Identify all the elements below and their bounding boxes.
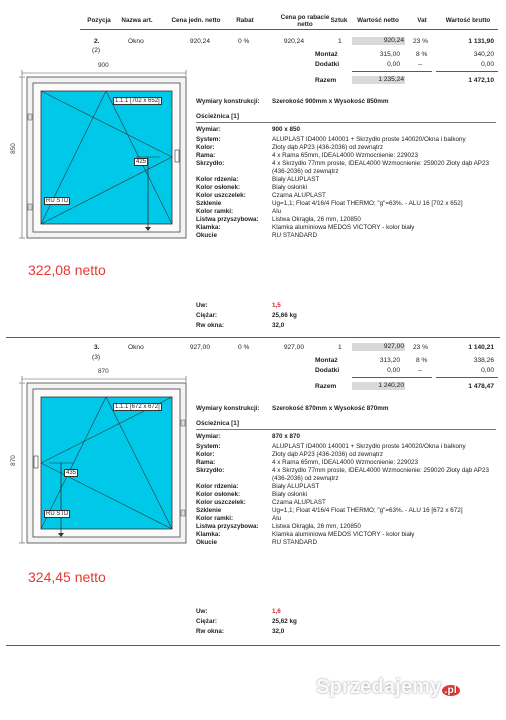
item-discounted-price: 927,00 — [283, 344, 304, 351]
dimensions-label: Wymiary konstrukcji: — [196, 98, 260, 105]
spec-label: Okucie — [196, 539, 217, 546]
spec-value: Biały osłonki — [272, 491, 307, 498]
weight-value: 25,66 kg — [272, 312, 297, 319]
item-unit-price: 927,00 — [189, 344, 210, 351]
uw-label: Uw: — [196, 608, 208, 615]
spec-label: Okucie — [196, 232, 217, 239]
spec-list — [196, 433, 496, 547]
width-dimension: 900 — [98, 62, 109, 69]
dodatki-net: 0,00 — [387, 61, 400, 68]
col-header-cena-jedn: Cena jedn. netto — [171, 17, 221, 24]
dodatki-gross: 0,00 — [481, 61, 494, 68]
dodatki-vat: -- — [418, 367, 423, 374]
subtotal-divider-left — [352, 377, 432, 378]
spec-row — [196, 531, 496, 539]
item-separator — [6, 645, 500, 646]
razem-label: Razem — [315, 77, 337, 84]
spec-label: Kolor ramki: — [196, 208, 234, 215]
item-net-value: 927,00 — [352, 343, 405, 351]
width-dimension: 870 — [98, 368, 109, 375]
montaz-net: 315,00 — [379, 51, 400, 58]
spec-value: Alu — [272, 515, 282, 522]
razem-gross: 1 478,47 — [468, 383, 494, 390]
montaz-label: Montaż — [315, 51, 338, 58]
section-title: Ościeżnica [1] — [196, 113, 239, 120]
height-dimension: 850 — [9, 143, 17, 154]
spec-value: ALUPLAST ID4000 140001 + Skrzydło proste 140020/Okna i balkony — [272, 443, 466, 450]
spec-row — [196, 499, 496, 507]
spec-value: 4 x Rama 65mm, IDEAL4000 Wzmocnienie: 229023 — [272, 152, 418, 159]
item-name: Okno — [128, 38, 144, 45]
uw-label: Uw: — [196, 302, 208, 309]
spec-label: Kolor osłonek: — [196, 491, 241, 498]
col-header-nazwa: Nazwa art. — [121, 17, 153, 24]
spec-value: RU STANDARD — [272, 232, 318, 239]
spec-label: Kolor: — [196, 144, 215, 151]
spec-value: Złoty dąb AP23 (436-2036) od zewnątrz — [272, 144, 383, 151]
spec-row — [196, 491, 496, 499]
weight-label: Ciężar: — [196, 618, 217, 625]
spec-label: Kolor ramki: — [196, 515, 234, 522]
col-header-wartosc-brutto: Wartość brutto — [445, 17, 491, 24]
item-vat: 23 % — [413, 38, 429, 45]
col-header-rabat: Rabat — [236, 17, 254, 24]
dodatki-net: 0,00 — [387, 367, 400, 374]
fitting-label: RU STD — [46, 198, 69, 204]
height-dimension: 870 — [9, 455, 17, 466]
spec-label: Skrzydło: — [196, 160, 225, 167]
spec-label: Rama: — [196, 152, 216, 159]
item-discounted-price: 920,24 — [283, 38, 304, 45]
rw-value: 32,0 — [272, 628, 285, 635]
rw-value: 32,0 — [272, 322, 285, 329]
spec-label: Kolor uszczelek: — [196, 192, 246, 199]
spec-row — [196, 483, 496, 491]
spec-label: Kolor uszczelek: — [196, 499, 246, 506]
glass-label: 1.1.1 [672 x 672] — [115, 404, 160, 410]
spec-row — [196, 443, 496, 451]
item-name: Okno — [128, 344, 144, 351]
col-header-wartosc-netto: Wartość netto — [357, 17, 399, 24]
spec-label: Skrzydło: — [196, 467, 225, 474]
spec-row — [196, 507, 496, 515]
spec-value: Czarna ALUPLAST — [272, 192, 326, 199]
item-discount: 0 % — [238, 344, 250, 351]
spec-row — [196, 539, 496, 547]
dimensions-value: Szerokość 900mm x Wysokość 850mm — [272, 98, 389, 105]
spec-value: Klamka aluminiowa MEDOS VICTORY - kolor biały — [272, 531, 415, 538]
handle-height-label: 435 — [66, 470, 77, 476]
razem-gross: 1 472,10 — [468, 77, 494, 84]
spec-value: 4 x Rama 65mm, IDEAL4000 Wzmocnienie: 229023 — [272, 459, 418, 466]
watermark — [316, 676, 460, 699]
spec-row — [196, 433, 496, 441]
col-header-sztuk: Sztuk — [330, 17, 348, 24]
spec-value: Listwa Okrągła, 26 mm, 120850 — [272, 523, 361, 530]
spec-label: Kolor: — [196, 451, 215, 458]
spec-value: Biały ALUPLAST — [272, 176, 320, 183]
spec-label: Wymiar: — [196, 126, 221, 133]
handle-height-label: 425 — [136, 159, 147, 165]
spec-label: Listwa przyszybowa: — [196, 216, 259, 223]
spec-value: Biały osłonki — [272, 184, 307, 191]
spec-label: Szklenie — [196, 200, 222, 207]
item-position-sub: (3) — [92, 354, 101, 361]
dodatki-vat: -- — [418, 61, 423, 68]
item-position: 3. — [94, 344, 100, 351]
col-header-pozycja: Pozycja — [87, 17, 111, 24]
spec-label: System: — [196, 136, 221, 143]
spec-label: Kolor osłonek: — [196, 184, 241, 191]
item-gross-value: 1 140,21 — [468, 344, 494, 351]
section-divider — [196, 429, 496, 430]
uw-value: 1,5 — [272, 302, 281, 309]
spec-label: Kolor rdzenia: — [196, 483, 239, 490]
spec-row — [196, 515, 496, 523]
item-discount: 0 % — [238, 38, 250, 45]
col-header-cena-po-rabacie: Cena po rabacie netto — [280, 14, 330, 28]
spec-value: RU STANDARD — [272, 539, 318, 546]
spec-label: Wymiar: — [196, 433, 221, 440]
spec-value: Klamka aluminiowa MEDOS VICTORY - kolor biały — [272, 224, 415, 231]
spec-value: 900 x 850 — [272, 126, 301, 133]
montaz-vat: 8 % — [416, 357, 428, 364]
spec-label: Rama: — [196, 459, 216, 466]
watermark-text: Sprzedajemy — [316, 676, 442, 698]
uw-value: 1,6 — [272, 608, 281, 615]
spec-value: Listwa Okrągła, 26 mm, 120850 — [272, 216, 361, 223]
glass-label: 1.1.1 [702 x 652] — [115, 98, 160, 104]
spec-label: Klamka: — [196, 531, 221, 538]
razem-net: 1 235,24 — [352, 76, 405, 84]
razem-label: Razem — [315, 383, 337, 390]
dimensions-label: Wymiary konstrukcji: — [196, 405, 260, 412]
handwritten-netto-note: 324,45 netto — [28, 569, 106, 585]
dodatki-label: Dodatki — [315, 61, 340, 68]
item-position-sub: (2) — [92, 47, 101, 54]
spec-label: System: — [196, 443, 221, 450]
dimensions-value: Szerokość 870mm x Wysokość 870mm — [272, 405, 389, 412]
item-unit-price: 920,24 — [189, 38, 210, 45]
item-quantity: 1 — [338, 344, 342, 351]
spec-label: Kolor rdzenia: — [196, 176, 239, 183]
dodatki-gross: 0,00 — [481, 367, 494, 374]
spec-value: 870 x 870 — [272, 433, 301, 440]
dodatki-label: Dodatki — [315, 367, 340, 374]
spec-value: Ug=1,1; Float 4/16/4 Float THERMO; "g"=63%. - ALU 16 [702 x 652] — [272, 200, 463, 207]
spec-row — [196, 451, 496, 459]
montaz-label: Montaż — [315, 357, 338, 364]
item-quantity: 1 — [338, 38, 342, 45]
weight-label: Ciężar: — [196, 312, 217, 319]
montaz-net: 313,20 — [379, 357, 400, 364]
window-drawing — [14, 376, 194, 548]
montaz-gross: 338,26 — [473, 357, 494, 364]
item-position: 2. — [94, 38, 100, 45]
col-header-vat: Vat — [417, 17, 427, 24]
spec-value: 4 x Skrzydło 77mm proste, IDEAL4000 Wzmocnienie: 259020 Złoty dąb AP23 (436-2036) od zewnątrz — [272, 160, 490, 175]
item-gross-value: 1 131,90 — [468, 38, 494, 45]
watermark-suffix: .pl — [442, 685, 460, 696]
spec-label: Klamka: — [196, 224, 221, 231]
razem-net: 1 240,20 — [352, 382, 405, 390]
spec-value: Złoty dąb AP23 (436-2036) od zewnątrz — [272, 451, 383, 458]
spec-value: Ug=1,1; Float 4/16/4 Float THERMO; "g"=63%. - ALU 16 [672 x 672] — [272, 507, 463, 514]
item-vat: 23 % — [413, 344, 429, 351]
montaz-vat: 8 % — [416, 51, 428, 58]
spec-label: Szklenie — [196, 507, 222, 514]
spec-row — [196, 459, 496, 467]
item-net-value: 920,24 — [352, 37, 405, 45]
spec-value: 4 x Skrzydło 77mm proste, IDEAL4000 Wzmocnienie: 259020 Złoty dąb AP23 (436-2036) od zewnątrz — [272, 467, 490, 482]
spec-label: Listwa przyszybowa: — [196, 523, 259, 530]
spec-value: Czarna ALUPLAST — [272, 499, 326, 506]
fitting-label: RU STD — [46, 511, 69, 517]
section-title: Ościeżnica [1] — [196, 420, 239, 427]
rw-label: Rw okna: — [196, 322, 224, 329]
rw-label: Rw okna: — [196, 628, 224, 635]
spec-value: ALUPLAST ID4000 140001 + Skrzydło proste 140020/Okna i balkony — [272, 136, 466, 143]
handwritten-netto-note: 322,08 netto — [28, 262, 106, 278]
montaz-gross: 340,20 — [473, 51, 494, 58]
subtotal-divider-right — [436, 377, 498, 378]
spec-value: Alu — [272, 208, 282, 215]
spec-row — [196, 467, 496, 483]
weight-value: 25,62 kg — [272, 618, 297, 625]
spec-row — [196, 523, 496, 531]
spec-value: Biały ALUPLAST — [272, 483, 320, 490]
